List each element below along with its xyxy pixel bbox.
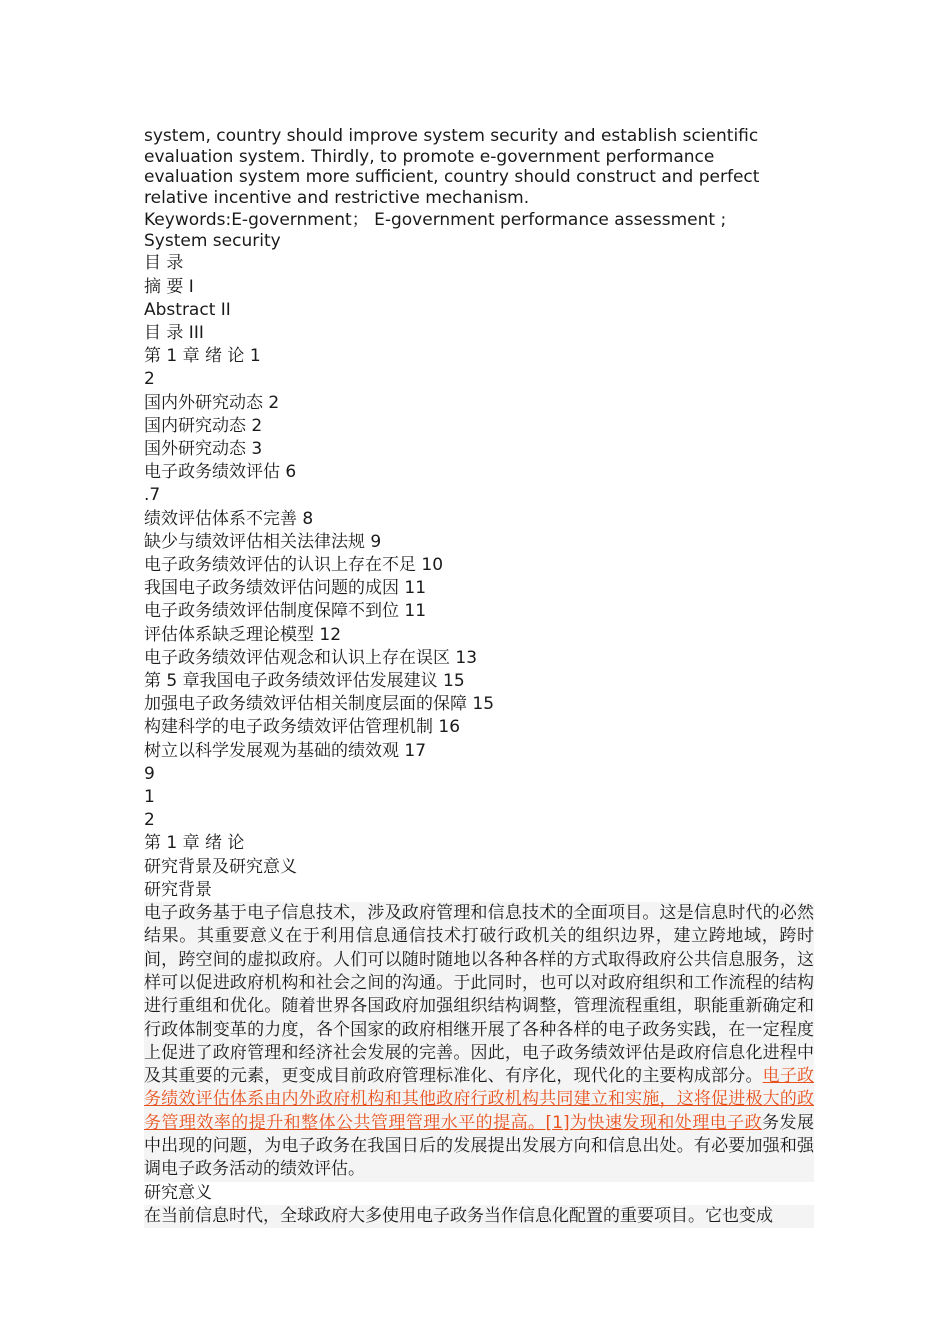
toc-entry: 第 5 章我国电子政务绩效评估发展建议 15: [144, 671, 465, 692]
toc-entry: 1: [144, 787, 155, 808]
paragraph-text: 务发展中出现的问题，为电子政务在我国日后的发展提出发展方向和信息出处。有必要加强和强调电子政务活动的绩效评估。: [144, 1112, 814, 1180]
body-paragraph: 在当前信息时代，全球政府大多使用电子政务当作信息化配置的重要项目。它也变成: [144, 1205, 814, 1228]
toc-entry: 2: [144, 369, 155, 390]
toc-entry: 2: [144, 810, 155, 831]
abstract-line: system, country should improve system security and establish scientific: [144, 126, 759, 146]
toc-entry: 评估体系缺乏理论模型 12: [144, 624, 342, 645]
toc-entry: 电子政务绩效评估观念和认识上存在误区 13: [144, 647, 478, 668]
toc-entry: 摘 要 I: [144, 276, 194, 297]
keywords-line: Keywords:E-government； E-government performance assessment ;: [144, 210, 727, 231]
toc-entry: 电子政务绩效评估的认识上存在不足 10: [144, 555, 444, 576]
toc-entry: 绩效评估体系不完善 8: [144, 508, 314, 529]
toc-entry: 国外研究动态 3: [144, 439, 263, 459]
document-page: [144, 126, 814, 1228]
toc-entry: 我国电子政务绩效评估问题的成因 11: [144, 578, 427, 599]
toc-entry: 缺少与绩效评估相关法律法规 9: [144, 531, 382, 552]
section-heading: 研究背景及研究意义: [144, 856, 297, 877]
toc-entry: 9: [144, 763, 155, 784]
toc-entry: 树立以科学发展观为基础的绩效观 17: [144, 740, 427, 761]
table-of-contents: [144, 252, 814, 832]
toc-entry: Abstract II: [144, 299, 231, 320]
toc-entry: 国内外研究动态 2: [144, 392, 280, 413]
toc-entry: 目 录 III: [144, 322, 204, 343]
paragraph-text: 电子政务基于电子信息技术，涉及政府管理和信息技术的全面项目。这是信息时代的必然结果。其重要意义在于利用信息通信技术打破行政机关的组织边界，建立跨地域，跨时间，跨空间的虚拟政府。人们可以随时随地以各种各样的方式取得政府公共信息服务，这样可以促进政府机构和社会之间的沟通。于此同时，也可以对政府组织和工作流程的结构进行重组和优化。随着世界各国政府加强组织结构调整，管理流程重组，职能重新确定和行政体制变革的力度，各个国家的政府相继开展了各种各样的电子政务实践，在一定程度上促进了政府管理和经济社会发展的完善。因此，电子政务绩效评估是政府信息化进程中及其重要的元素，更变成目前政府管理标准化、有序化，现代化的主要构成部分。: [144, 903, 814, 1087]
chapter-1: [144, 832, 814, 1228]
abstract-tail: [144, 126, 814, 208]
toc-heading: 目 录: [144, 253, 184, 274]
keywords-line: System security: [144, 231, 281, 252]
abstract-line: evaluation system. Thirdly, to promote e-government performance: [144, 146, 715, 167]
abstract-line: relative incentive and restrictive mechanism.: [144, 187, 530, 208]
toc-entry: .7: [144, 485, 161, 506]
toc-entry: 第 1 章 绪 论 1: [144, 346, 261, 367]
tracked-change-text: 电子政务绩效评估体系由内外政府机构和其他政府行政机构共同建立和实施，这将促进极大的政务管理效率的提升和整体公共管理管理水平的提高。[1]为快速发现和处理电子政: [144, 1066, 815, 1133]
abstract-line: evaluation system more sufficient, country should construct and perfect: [144, 167, 760, 188]
body-paragraph: [144, 902, 814, 1182]
toc-entry: 国内研究动态 2: [144, 415, 263, 436]
toc-entry: 加强电子政务绩效评估相关制度层面的保障 15: [144, 694, 495, 715]
subsection-heading: 研究背景: [144, 879, 212, 900]
subsection-heading: 研究意义: [144, 1182, 212, 1203]
chapter-title: 第 1 章 绪 论: [144, 833, 245, 854]
toc-entry: 电子政务绩效评估制度保障不到位 11: [144, 601, 427, 622]
toc-entry: 电子政务绩效评估 6: [144, 462, 297, 483]
toc-entry: 构建科学的电子政务绩效评估管理机制 16: [144, 717, 461, 738]
keywords: [144, 210, 814, 252]
